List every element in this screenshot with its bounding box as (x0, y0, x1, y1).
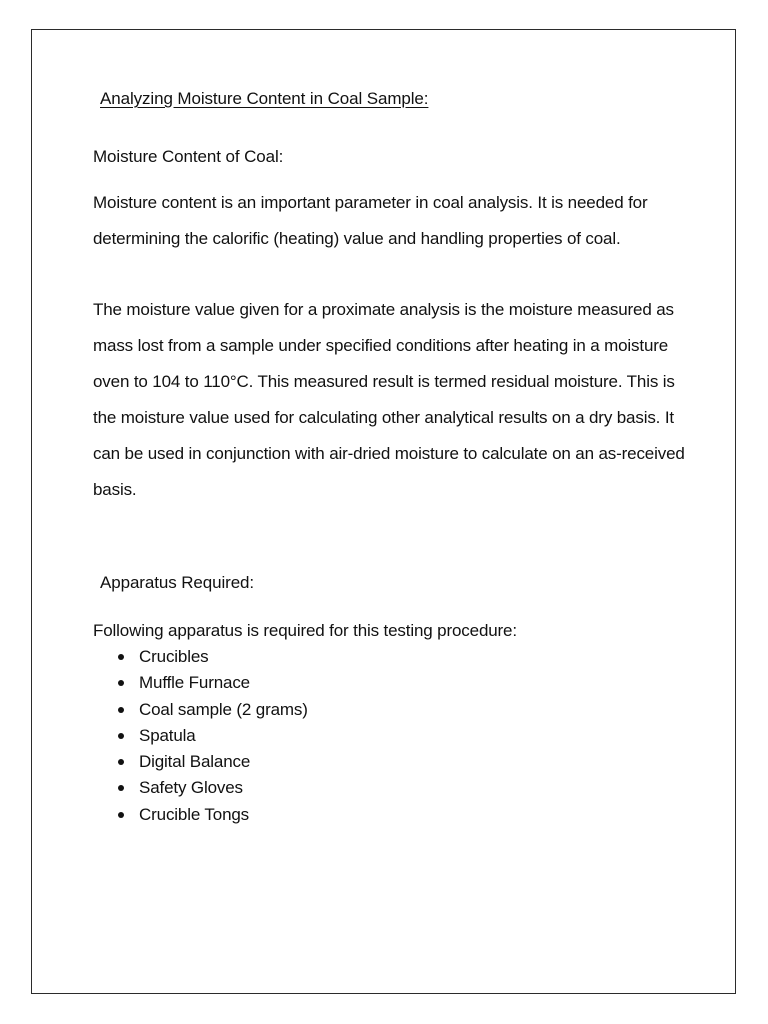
list-item (93, 671, 308, 697)
list-item-label: Coal sample (2 grams) (139, 699, 308, 719)
list-item-label: Crucibles (139, 647, 209, 666)
apparatus-list (93, 645, 308, 829)
list-item (93, 645, 308, 671)
list-item (93, 776, 308, 802)
list-item-label: Safety Gloves (139, 778, 243, 798)
page-border (31, 29, 736, 994)
list-item-label: Digital Balance (139, 752, 251, 772)
list-item (93, 724, 308, 750)
document-title: Analyzing Moisture Content in Coal Sample: (100, 89, 429, 108)
moisture-paragraph-2: The moisture value given for a proximate analysis is the moisture measured as mass lost from a sample under specified conditions after heating in a moisture oven to 104 to 110°C. This measured result is termed residual moisture. This is the moisture value used for calculating other analytical results on a dry basis. It can be used in conjunction with air-dried moisture to calculate on an as-received basis. (93, 300, 685, 499)
list-item-label: Crucible Tongs (139, 804, 250, 824)
bullet-icon (118, 759, 124, 765)
bullet-icon (118, 654, 124, 660)
bullet-icon (118, 680, 124, 686)
moisture-section-heading: Moisture Content of Coal: (93, 147, 284, 166)
bullet-icon (118, 733, 124, 739)
moisture-paragraph-1: Moisture content is an important parameter in coal analysis. It is needed for determining the calorific (heating) value and handling properties of coal. (93, 193, 648, 248)
list-item (93, 803, 308, 829)
bullet-icon (118, 812, 124, 818)
list-item (93, 750, 308, 776)
bullet-icon (118, 707, 124, 713)
apparatus-section-heading: Apparatus Required: (100, 573, 255, 592)
list-item-label: Spatula (139, 725, 196, 745)
list-item (93, 698, 308, 724)
apparatus-intro: Following apparatus is required for this testing procedure: (93, 621, 517, 640)
bullet-icon (118, 785, 124, 791)
list-item-label: Muffle Furnace (139, 673, 250, 693)
